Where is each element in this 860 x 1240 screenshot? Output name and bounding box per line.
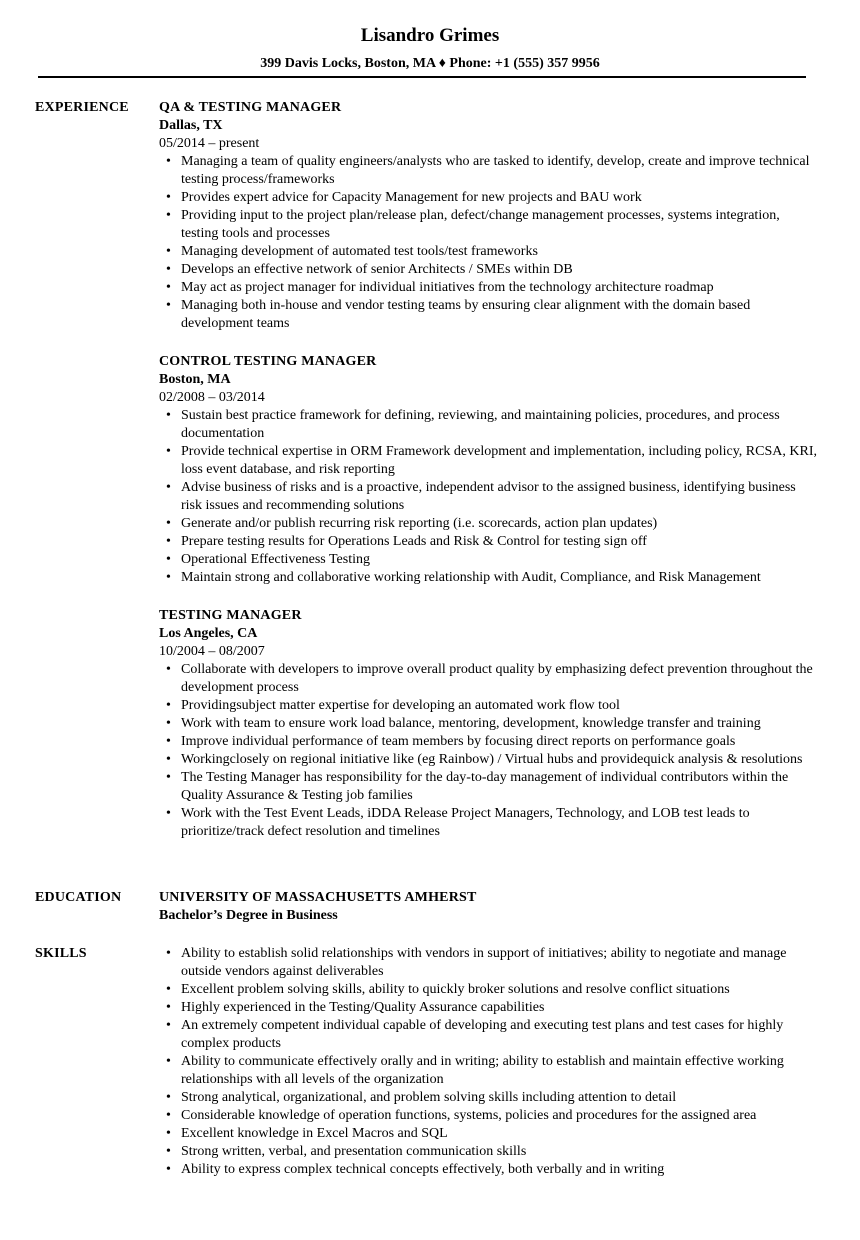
contact-line: 399 Davis Locks, Boston, MA ♦ Phone: +1 (555) 357 9956 — [260, 56, 600, 71]
job-title: TESTING MANAGER — [159, 608, 302, 623]
skill-item: • Considerable knowledge of operation functions, systems, policies and procedures for the assigned area — [159, 1107, 819, 1125]
degree: Bachelor’s Degree in Business — [159, 908, 338, 923]
job-title: CONTROL TESTING MANAGER — [159, 354, 377, 369]
job-location: Dallas, TX — [159, 118, 223, 133]
experience-label: EXPERIENCE — [35, 100, 129, 115]
job-bullet: • Managing development of automated test tools/test frameworks — [159, 243, 819, 261]
experience-body — [159, 99, 819, 841]
job-bullet: • Operational Effectiveness Testing — [159, 551, 819, 569]
education-body — [159, 889, 819, 925]
education-label: EDUCATION — [35, 890, 122, 905]
job-bullet: • Providingsubject matter expertise for developing an automated work flow tool — [159, 697, 819, 715]
job-bullet: • Advise business of risks and is a proactive, independent advisor to the assigned business, identifying business risk issues and recommending solutions — [159, 479, 819, 515]
skills-body — [159, 945, 819, 1179]
job-bullet: • The Testing Manager has responsibility for the day-to-day management of individual contributors within the Quality Assurance & Testing job families — [159, 769, 819, 805]
job-bullet: • Generate and/or publish recurring risk reporting (i.e. scorecards, action plan updates) — [159, 515, 819, 533]
job-bullet: • May act as project manager for individual initiatives from the technology architecture roadmap — [159, 279, 819, 297]
skill-item: • Ability to communicate effectively orally and in writing; ability to establish and maintain effective working relationships with all levels of the organization — [159, 1053, 819, 1089]
skill-item: • Highly experienced in the Testing/Quality Assurance capabilities — [159, 999, 819, 1017]
skill-item: • Excellent problem solving skills, ability to quickly broker solutions and resolve conflict situations — [159, 981, 819, 999]
job-dates: 10/2004 – 08/2007 — [159, 644, 265, 659]
job-entry — [159, 353, 819, 587]
job-dates: 02/2008 – 03/2014 — [159, 390, 265, 405]
skill-item: • Strong written, verbal, and presentation communication skills — [159, 1143, 819, 1161]
job-bullets — [159, 661, 819, 841]
skill-item: • Strong analytical, organizational, and problem solving skills including attention to detail — [159, 1089, 819, 1107]
job-bullet: • Work with team to ensure work load balance, mentoring, development, knowledge transfer and training — [159, 715, 819, 733]
job-bullet: • Prepare testing results for Operations Leads and Risk & Control for testing sign off — [159, 533, 819, 551]
job-bullet: • Managing both in-house and vendor testing teams by ensuring clear alignment with the domain based development teams — [159, 297, 819, 333]
resume-header — [0, 24, 860, 73]
skills-label: SKILLS — [35, 946, 87, 961]
job-bullets — [159, 153, 819, 333]
job-entry — [159, 607, 819, 841]
job-entry — [159, 99, 819, 333]
job-bullets — [159, 407, 819, 587]
job-location: Los Angeles, CA — [159, 626, 258, 641]
job-bullet: • Provides expert advice for Capacity Management for new projects and BAU work — [159, 189, 819, 207]
skill-item: • Excellent knowledge in Excel Macros and SQL — [159, 1125, 819, 1143]
job-bullet: • Providing input to the project plan/release plan, defect/change management processes, systems integration, testing tools and processes — [159, 207, 819, 243]
school-name: UNIVERSITY OF MASSACHUSETTS AMHERST — [159, 890, 477, 905]
candidate-name: Lisandro Grimes — [360, 25, 500, 46]
job-location: Boston, MA — [159, 372, 231, 387]
job-bullet: • Provide technical expertise in ORM Framework development and implementation, including policy, RCSA, KRI, loss event database, and risk reporting — [159, 443, 819, 479]
header-divider — [38, 76, 806, 78]
job-bullet: • Collaborate with developers to improve overall product quality by emphasizing defect prevention throughout the development process — [159, 661, 819, 697]
skill-item: • An extremely competent individual capable of developing and executing test plans and test cases for highly complex products — [159, 1017, 819, 1053]
job-dates: 05/2014 – present — [159, 136, 260, 151]
job-bullet: • Managing a team of quality engineers/analysts who are tasked to identify, develop, create and improve technical testing process/frameworks — [159, 153, 819, 189]
job-bullet: • Workingclosely on regional initiative like (eg Rainbow) / Virtual hubs and providequick analysis & resolutions — [159, 751, 819, 769]
job-bullet: • Work with the Test Event Leads, iDDA Release Project Managers, Technology, and LOB test leads to prioritize/track defect resolution and timelines — [159, 805, 819, 841]
job-bullet: • Improve individual performance of team members by focusing direct reports on performance goals — [159, 733, 819, 751]
job-bullet: • Maintain strong and collaborative working relationship with Audit, Compliance, and Risk Management — [159, 569, 819, 587]
skill-item: • Ability to express complex technical concepts effectively, both verbally and in writing — [159, 1161, 819, 1179]
skills-list — [159, 945, 819, 1179]
job-bullet: • Sustain best practice framework for defining, reviewing, and maintaining policies, procedures, and process documentation — [159, 407, 819, 443]
job-title: QA & TESTING MANAGER — [159, 100, 342, 115]
skill-item: • Ability to establish solid relationships with vendors in support of initiatives; ability to negotiate and manage outside vendors against deliverables — [159, 945, 819, 981]
job-bullet: • Develops an effective network of senior Architects / SMEs within DB — [159, 261, 819, 279]
